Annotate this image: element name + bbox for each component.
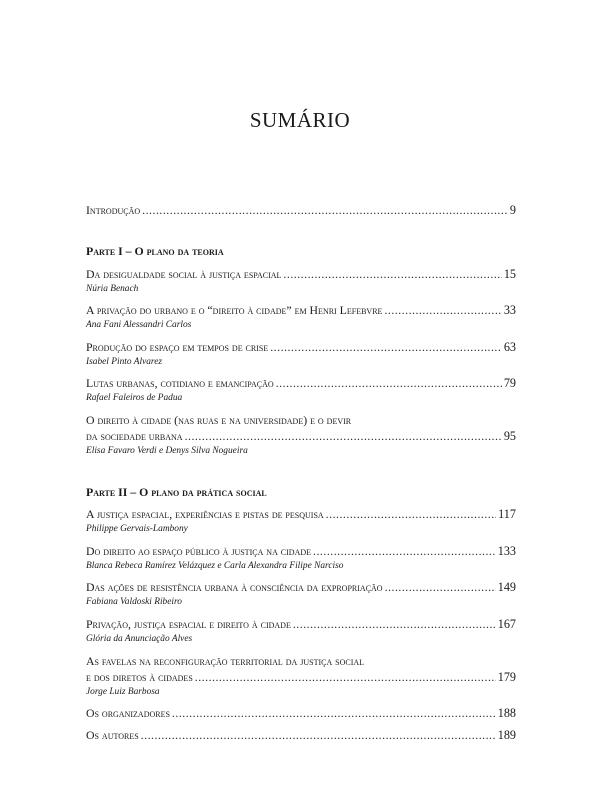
leader-dots	[385, 579, 496, 595]
leader-dots	[293, 616, 496, 632]
toc-page-number: 188	[497, 706, 516, 720]
toc-entry[interactable]	[86, 302, 516, 332]
toc-entry-organizers[interactable]	[86, 705, 516, 721]
toc-author: Fabiana Valdoski Ribeiro	[86, 597, 182, 607]
leader-dots	[172, 705, 496, 721]
leader-dots	[313, 543, 496, 559]
toc-entry[interactable]	[86, 266, 516, 296]
toc-page-number: 167	[497, 617, 516, 631]
page-title: SUMÁRIO	[249, 108, 351, 132]
toc-entry-authors[interactable]	[86, 727, 516, 743]
toc-entry-title: e dos diretos à cidades	[86, 670, 193, 684]
part-heading: Parte I – O plano da teoria	[86, 244, 224, 258]
toc-entry[interactable]	[86, 412, 516, 458]
leader-dots	[141, 727, 496, 743]
toc-page-number: 33	[503, 303, 516, 317]
leader-dots	[276, 375, 502, 391]
toc-entry-intro[interactable]	[86, 202, 516, 218]
toc-page-number: 179	[497, 670, 516, 684]
toc-page-number: 189	[497, 728, 516, 742]
toc-entry-title: Das ações de resistência urbana à consciência da expropriação	[86, 580, 383, 594]
toc-author: Jorge Luiz Barbosa	[86, 687, 160, 697]
toc-page-number: 95	[503, 429, 516, 443]
toc-author: Isabel Pinto Alvarez	[86, 357, 163, 367]
toc-entry-title: Privação, justiça espacial e direito à cidade	[86, 617, 291, 631]
toc-author: Núria Benach	[86, 284, 139, 294]
toc-page-number: 133	[497, 544, 516, 558]
toc-entry-title: da sociedade urbana	[86, 429, 183, 443]
toc-entry-title-line1: As favelas na reconfiguração territorial da justiça social	[86, 654, 365, 668]
toc-entry[interactable]	[86, 339, 516, 369]
part-heading: Parte II – O plano da prática social	[86, 485, 267, 499]
toc-entry-title: Lutas urbanas, cotidiano e emancipação	[86, 376, 274, 390]
toc-entry[interactable]	[86, 375, 516, 405]
leader-dots	[142, 202, 508, 218]
toc-author: Ana Fani Alessandri Carlos	[86, 320, 192, 330]
toc-entry-title: A justiça espacial, experiências e pistas de pesquisa	[86, 507, 324, 521]
toc-author: Elisa Favaro Verdi e Denys Silva Nogueira	[86, 446, 248, 456]
leader-dots	[283, 266, 501, 282]
toc-page-number: 117	[498, 507, 516, 521]
toc-entry[interactable]	[86, 506, 516, 536]
toc-page-number: 63	[503, 340, 516, 354]
toc-entry[interactable]	[86, 653, 516, 699]
toc-entry-title: Os autores	[86, 728, 139, 742]
toc-page-number: 15	[503, 267, 516, 281]
toc-page-number: 149	[497, 580, 516, 594]
leader-dots	[185, 428, 502, 444]
toc-entry-title: Do direito ao espaço público à justiça na cidade	[86, 544, 312, 558]
toc-entry[interactable]	[86, 543, 516, 573]
leader-dots	[326, 506, 496, 522]
leader-dots	[195, 669, 496, 685]
toc-entry-title-line1: O direito à cidade (nas ruas e na universidade) e o devir	[86, 413, 352, 427]
toc-page-number: 9	[509, 203, 516, 217]
toc-author: Glória da Anunciação Alves	[86, 634, 193, 644]
toc-author: Philippe Gervais-Lambony	[86, 524, 188, 534]
toc-entry[interactable]	[86, 579, 516, 609]
toc-entry-title: Produção do espaço em tempos de crise	[86, 340, 269, 354]
toc-entry-title: A privação do urbano e o “direito à cidade” em Henri Lefebvre	[86, 303, 383, 317]
toc-entry-title: Os organizadores	[86, 706, 170, 720]
toc-entry-title: Da desigualdade social à justiça espacial	[86, 267, 282, 281]
toc-entry[interactable]	[86, 616, 516, 646]
toc-page-number: 79	[503, 376, 516, 390]
leader-dots	[270, 339, 502, 355]
toc-entry-title: Introdução	[86, 203, 141, 217]
toc-author: Rafael Faleiros de Padua	[86, 393, 183, 403]
toc-author: Blanca Rebeca Ramírez Velázquez e Carla Alexandra Filipe Narciso	[86, 561, 344, 571]
leader-dots	[384, 302, 501, 318]
